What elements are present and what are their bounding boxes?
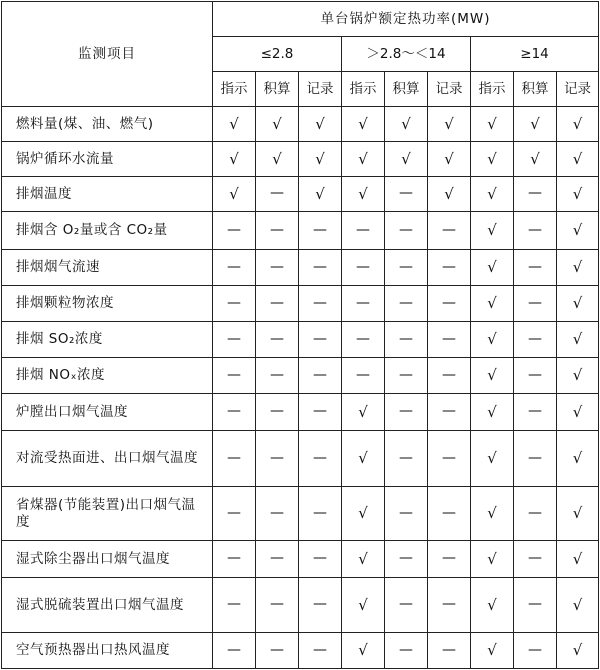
dash-mark: — (256, 487, 299, 541)
dash-mark: — (256, 394, 299, 431)
subcolumn-header: 指示 (213, 72, 256, 107)
dash-mark: — (428, 578, 471, 633)
dash-mark: — (299, 578, 342, 633)
check-mark: √ (557, 394, 599, 431)
check-mark: √ (342, 633, 385, 669)
dash-mark: — (256, 322, 299, 358)
dash-mark: — (428, 322, 471, 358)
dash-mark: — (299, 394, 342, 431)
dash-mark: — (385, 177, 428, 212)
dash-mark: — (299, 212, 342, 250)
dash-mark: — (514, 633, 557, 669)
dash-mark: — (256, 358, 299, 394)
dash-mark: — (385, 633, 428, 669)
monitoring-table (1, 1, 599, 669)
dash-mark: — (256, 541, 299, 578)
dash-mark: — (213, 394, 256, 431)
check-mark: √ (557, 250, 599, 286)
check-mark: √ (557, 107, 599, 142)
table-row (2, 250, 599, 286)
dash-mark: — (428, 212, 471, 250)
table-header (2, 2, 599, 107)
dash-mark: — (256, 578, 299, 633)
monitoring-item-label: 炉膛出口烟气温度 (2, 394, 213, 431)
dash-mark: — (256, 212, 299, 250)
check-mark: √ (471, 541, 514, 578)
check-mark: √ (428, 107, 471, 142)
subcolumn-header: 记录 (299, 72, 342, 107)
check-mark: √ (471, 322, 514, 358)
check-mark: √ (385, 142, 428, 177)
dash-mark: — (299, 358, 342, 394)
check-mark: √ (514, 107, 557, 142)
table-row (2, 394, 599, 431)
dash-mark: — (428, 250, 471, 286)
check-mark: √ (514, 142, 557, 177)
subcolumn-header: 指示 (342, 72, 385, 107)
monitoring-item-label: 空气预热器出口热风温度 (2, 633, 213, 669)
subcolumn-header: 指示 (471, 72, 514, 107)
dash-mark: — (385, 322, 428, 358)
dash-mark: — (299, 250, 342, 286)
dash-mark: — (342, 322, 385, 358)
table-row (2, 177, 599, 212)
dash-mark: — (342, 250, 385, 286)
dash-mark: — (342, 358, 385, 394)
subcolumn-header: 积算 (256, 72, 299, 107)
dash-mark: — (514, 322, 557, 358)
check-mark: √ (299, 107, 342, 142)
dash-mark: — (299, 487, 342, 541)
check-mark: √ (342, 541, 385, 578)
table-row (2, 322, 599, 358)
dash-mark: — (385, 394, 428, 431)
table-row (2, 107, 599, 142)
subcolumn-header: 积算 (514, 72, 557, 107)
check-mark: √ (557, 358, 599, 394)
dash-mark: — (385, 286, 428, 322)
monitoring-item-label: 对流受热面进、出口烟气温度 (2, 431, 213, 487)
check-mark: √ (471, 177, 514, 212)
check-mark: √ (299, 177, 342, 212)
check-mark: √ (342, 487, 385, 541)
check-mark: √ (342, 107, 385, 142)
monitoring-item-label: 湿式脱硫装置出口烟气温度 (2, 578, 213, 633)
dash-mark: — (299, 286, 342, 322)
check-mark: √ (342, 431, 385, 487)
dash-mark: — (256, 431, 299, 487)
dash-mark: — (342, 286, 385, 322)
group-header-2: ＞2.8～＜14 (342, 37, 471, 72)
monitoring-item-label: 燃料量(煤、油、燃气) (2, 107, 213, 142)
dash-mark: — (385, 487, 428, 541)
dash-mark: — (213, 431, 256, 487)
dash-mark: — (299, 431, 342, 487)
dash-mark: — (514, 394, 557, 431)
check-mark: √ (213, 177, 256, 212)
check-mark: √ (471, 431, 514, 487)
monitoring-item-label: 锅炉循环水流量 (2, 142, 213, 177)
monitoring-item-label: 湿式除尘器出口烟气温度 (2, 541, 213, 578)
dash-mark: — (514, 487, 557, 541)
dash-mark: — (428, 286, 471, 322)
check-mark: √ (471, 633, 514, 669)
check-mark: √ (557, 487, 599, 541)
check-mark: √ (557, 142, 599, 177)
check-mark: √ (299, 142, 342, 177)
group-header-3: ≥14 (471, 37, 599, 72)
dash-mark: — (514, 177, 557, 212)
monitoring-item-label: 省煤器(节能装置)出口烟气温度 (2, 487, 213, 541)
dash-mark: — (428, 431, 471, 487)
table-body (2, 107, 599, 669)
check-mark: √ (557, 177, 599, 212)
dash-mark: — (299, 322, 342, 358)
check-mark: √ (342, 578, 385, 633)
table-row (2, 431, 599, 487)
check-mark: √ (557, 212, 599, 250)
dash-mark: — (213, 358, 256, 394)
check-mark: √ (213, 107, 256, 142)
dash-mark: — (213, 286, 256, 322)
check-mark: √ (471, 212, 514, 250)
check-mark: √ (557, 578, 599, 633)
check-mark: √ (471, 578, 514, 633)
dash-mark: — (213, 322, 256, 358)
table-row (2, 541, 599, 578)
subcolumn-header: 积算 (385, 72, 428, 107)
subcolumn-header: 记录 (428, 72, 471, 107)
dash-mark: — (514, 212, 557, 250)
dash-mark: — (213, 633, 256, 669)
dash-mark: — (213, 578, 256, 633)
dash-mark: — (256, 250, 299, 286)
check-mark: √ (557, 633, 599, 669)
monitoring-item-label: 排烟颗粒物浓度 (2, 286, 213, 322)
dash-mark: — (514, 431, 557, 487)
monitoring-item-label: 排烟温度 (2, 177, 213, 212)
check-mark: √ (557, 286, 599, 322)
group-header-1: ≤2.8 (213, 37, 342, 72)
dash-mark: — (514, 541, 557, 578)
item-column-header: 监测项目 (2, 2, 213, 107)
dash-mark: — (385, 250, 428, 286)
check-mark: √ (385, 107, 428, 142)
check-mark: √ (471, 358, 514, 394)
check-mark: √ (471, 107, 514, 142)
table-row (2, 212, 599, 250)
dash-mark: — (428, 541, 471, 578)
check-mark: √ (342, 177, 385, 212)
dash-mark: — (299, 541, 342, 578)
dash-mark: — (213, 487, 256, 541)
dash-mark: — (514, 358, 557, 394)
dash-mark: — (385, 212, 428, 250)
check-mark: √ (428, 142, 471, 177)
check-mark: √ (471, 286, 514, 322)
check-mark: √ (256, 107, 299, 142)
monitoring-item-label: 排烟烟气流速 (2, 250, 213, 286)
dash-mark: — (256, 177, 299, 212)
check-mark: √ (557, 431, 599, 487)
check-mark: √ (471, 142, 514, 177)
dash-mark: — (256, 633, 299, 669)
check-mark: √ (471, 250, 514, 286)
table-row (2, 578, 599, 633)
dash-mark: — (385, 541, 428, 578)
dash-mark: — (428, 633, 471, 669)
check-mark: √ (557, 541, 599, 578)
check-mark: √ (256, 142, 299, 177)
monitoring-item-label: 排烟含 O₂量或含 CO₂量 (2, 212, 213, 250)
dash-mark: — (428, 487, 471, 541)
table-row (2, 633, 599, 669)
subcolumn-header: 记录 (557, 72, 599, 107)
dash-mark: — (342, 212, 385, 250)
check-mark: √ (428, 177, 471, 212)
check-mark: √ (471, 487, 514, 541)
dash-mark: — (256, 286, 299, 322)
dash-mark: — (299, 633, 342, 669)
dash-mark: — (213, 541, 256, 578)
dash-mark: — (514, 286, 557, 322)
table-row (2, 142, 599, 177)
dash-mark: — (385, 578, 428, 633)
dash-mark: — (428, 358, 471, 394)
monitoring-item-label: 排烟 NOₓ浓度 (2, 358, 213, 394)
check-mark: √ (342, 142, 385, 177)
dash-mark: — (385, 358, 428, 394)
check-mark: √ (342, 394, 385, 431)
dash-mark: — (428, 394, 471, 431)
check-mark: √ (557, 322, 599, 358)
dash-mark: — (385, 431, 428, 487)
dash-mark: — (213, 212, 256, 250)
check-mark: √ (213, 142, 256, 177)
table-row (2, 487, 599, 541)
dash-mark: — (514, 250, 557, 286)
dash-mark: — (213, 250, 256, 286)
table-row (2, 286, 599, 322)
capacity-title: 单台锅炉额定热功率(MW) (213, 2, 599, 37)
dash-mark: — (514, 578, 557, 633)
table-row (2, 358, 599, 394)
monitoring-item-label: 排烟 SO₂浓度 (2, 322, 213, 358)
check-mark: √ (471, 394, 514, 431)
